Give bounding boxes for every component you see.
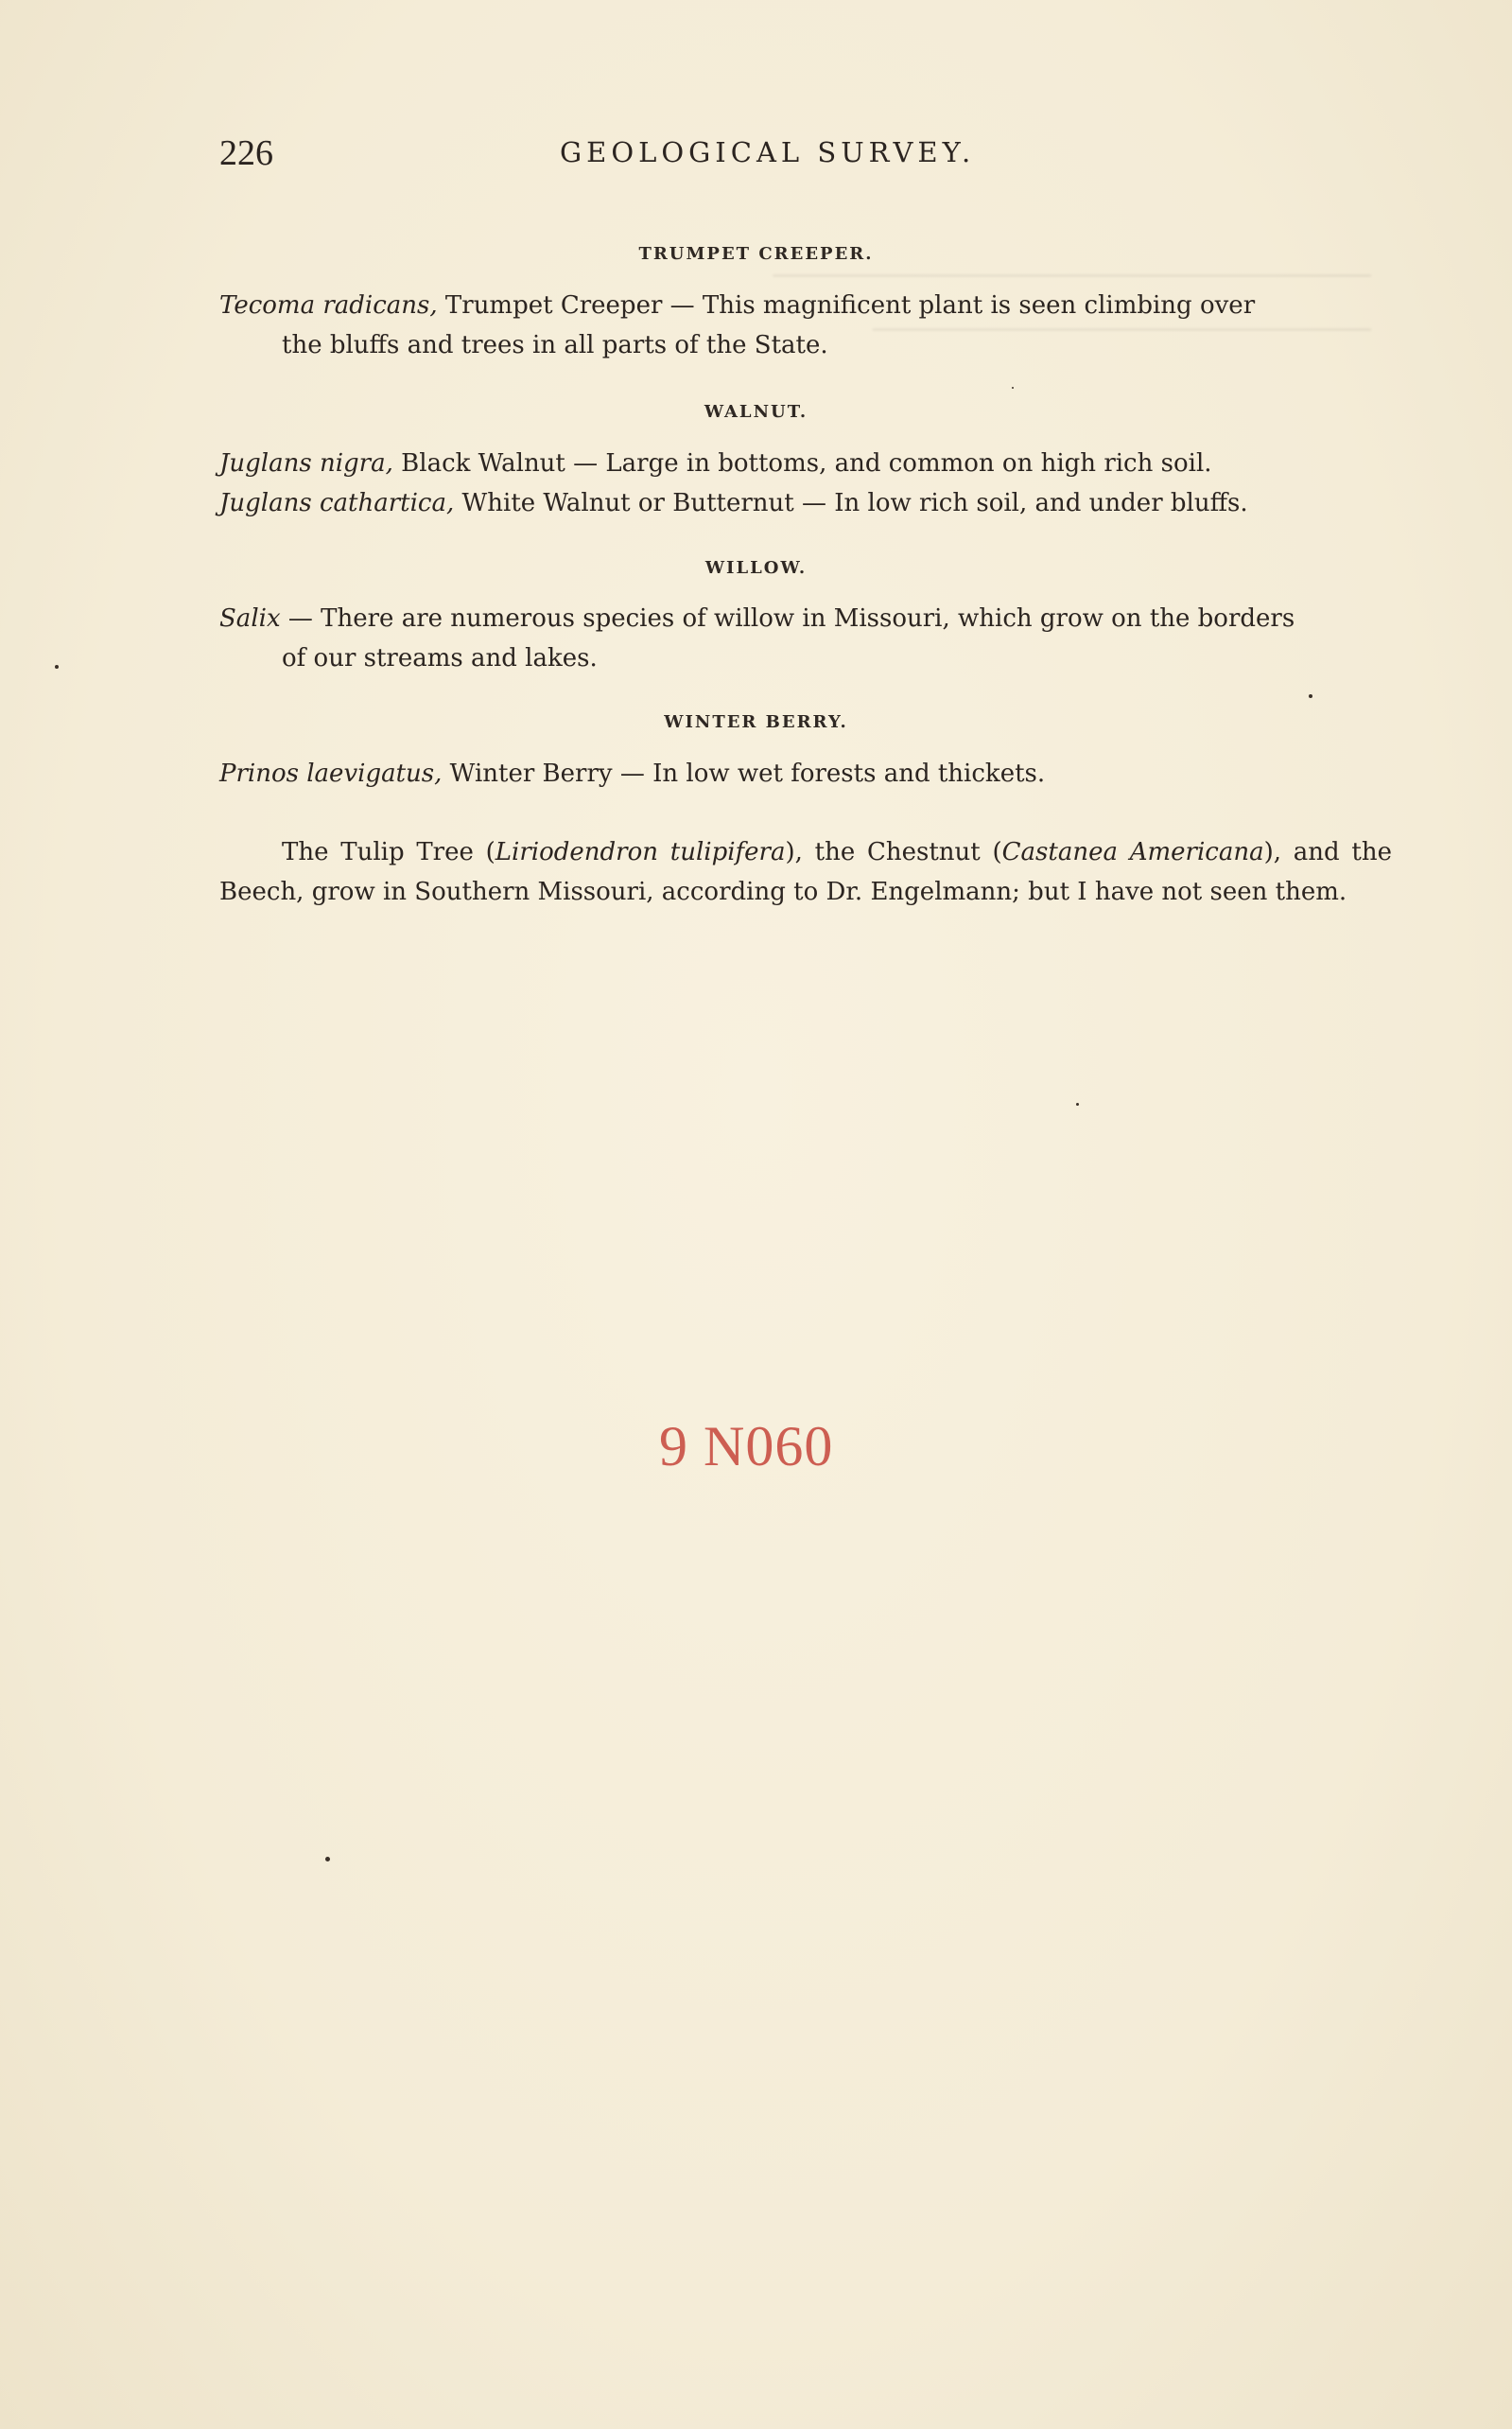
paper-speck bbox=[325, 1857, 330, 1861]
closing-text bbox=[219, 832, 1392, 912]
library-stamp: 9 N060 bbox=[659, 1415, 834, 1477]
page-number: 226 bbox=[219, 133, 273, 173]
entry-text: Trumpet Creeper — This magnificent plant is seen climbing over bbox=[437, 291, 1256, 320]
paper-speck bbox=[55, 665, 59, 669]
closing-part-2: ), the Chestnut ( bbox=[785, 838, 1002, 866]
running-head: GEOLOGICAL SURVEY. bbox=[560, 136, 976, 168]
entry-juglans-cathartica bbox=[219, 483, 1392, 523]
paper-speck bbox=[1076, 1103, 1079, 1106]
scientific-name: Tecoma radicans, bbox=[219, 291, 438, 320]
entry-juglans-nigra bbox=[219, 444, 1392, 483]
section-heading-trumpet-creeper: TRUMPET CREEPER. bbox=[638, 244, 874, 264]
scientific-name: Juglans cathartica, bbox=[219, 489, 455, 517]
scientific-name: Prinos laevigatus, bbox=[219, 760, 443, 788]
entry-text: Winter Berry — In low wet forests and thickets. bbox=[442, 760, 1046, 788]
paper-speck bbox=[1012, 387, 1014, 389]
entry-salix bbox=[219, 599, 1392, 678]
entry-text: Black Walnut — Large in bottoms, and common on high rich soil. bbox=[392, 449, 1212, 478]
scientific-name-chestnut: Castanea Americana bbox=[1001, 838, 1264, 866]
closing-part-1: The Tulip Tree ( bbox=[282, 838, 495, 866]
section-heading-willow: WILLOW. bbox=[704, 558, 808, 578]
section-heading-winter-berry: WINTER BERRY. bbox=[664, 712, 848, 732]
entry-text: — There are numerous species of willow in Missouri, which grow on the borders bbox=[280, 604, 1295, 633]
page-header bbox=[219, 132, 1382, 180]
bleed-through-text: ────────────────────────────────────────── ─────────────────────────────────── bbox=[773, 262, 1371, 343]
entry-prinos-laevigatus bbox=[219, 754, 1392, 794]
scientific-name: Salix bbox=[219, 604, 281, 633]
entry-continuation: the bluffs and trees in all parts of the State. bbox=[282, 331, 828, 359]
scientific-name-tulip-tree: Liriodendron tulipifera bbox=[495, 838, 786, 866]
entry-continuation: of our streams and lakes. bbox=[282, 644, 598, 673]
closing-paragraph bbox=[219, 832, 1392, 912]
entry-text: White Walnut or Butternut — In low rich soil, and under bluffs. bbox=[454, 489, 1248, 517]
section-heading-walnut: WALNUT. bbox=[704, 402, 808, 422]
scientific-name: Juglans nigra, bbox=[219, 449, 393, 478]
closing-part-3: ), and the Beech, grow in Southern Missouri, according to Dr. Engelmann; but I have not seen them. bbox=[219, 838, 1392, 906]
entry-tecoma-radicans bbox=[219, 286, 1392, 365]
paper-speck bbox=[1309, 694, 1312, 698]
